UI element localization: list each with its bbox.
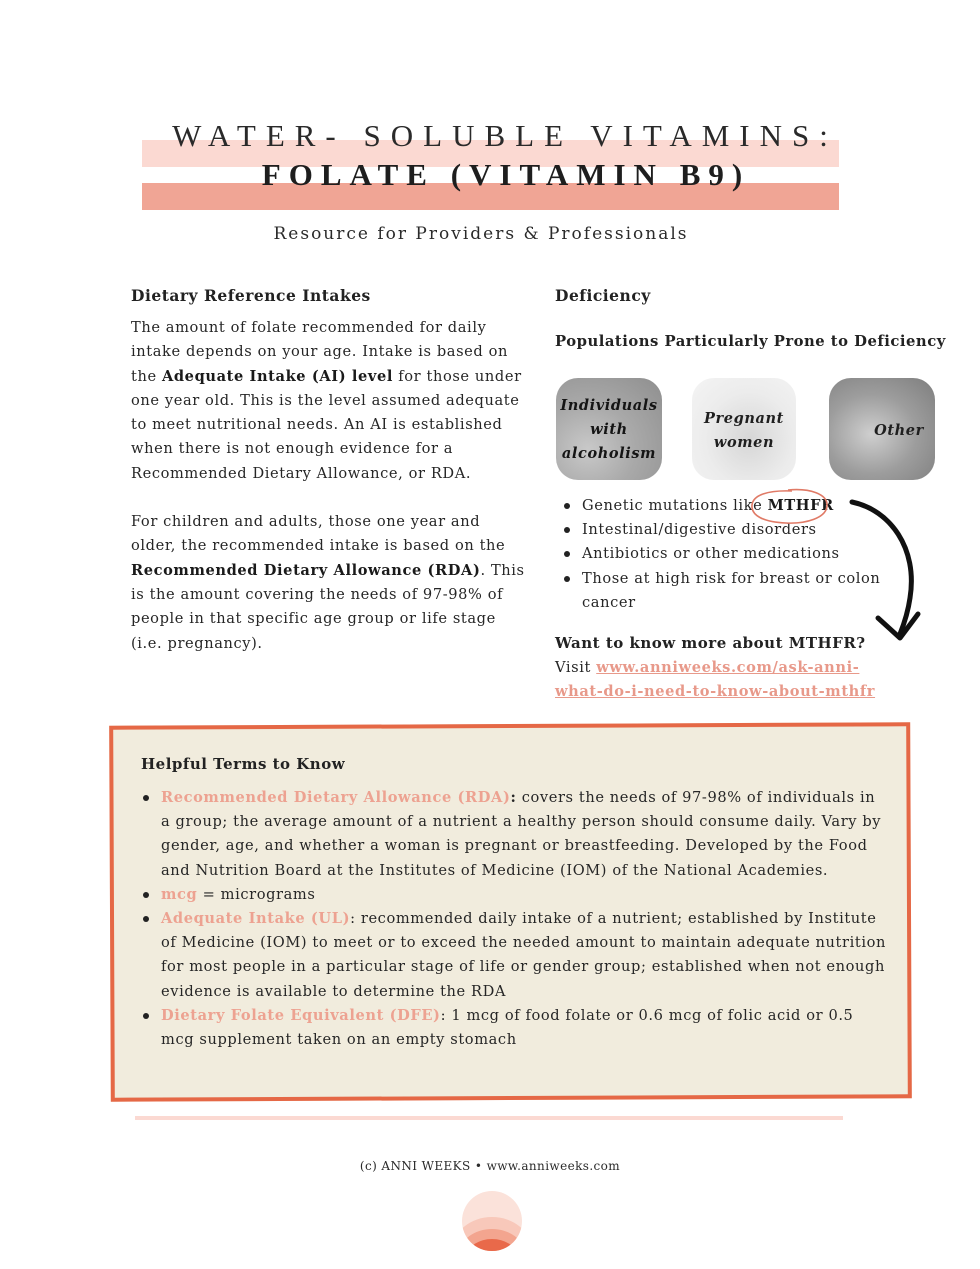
deficiency-heading: Deficiency: [555, 286, 651, 305]
mthfr-more-heading: Want to know more about MTHFR?: [555, 634, 866, 652]
card-alcoholism-label: Individuals with alcoholism: [560, 397, 658, 462]
card-other-label: Other: [874, 422, 924, 439]
list-item: Those at high risk for breast or colon cancer: [555, 567, 885, 615]
page-subtitle: Resource for Providers & Professionals: [273, 224, 689, 244]
term-item-ai: Adequate Intake (UL): recommended daily intake of a nutrient; established by Institute of Medicine (IOM) to meet or to exceed the needed amount to maintain adequate nutrition for most people in a particular stage of life or gender group; established when not enough evidence is available to determine the RDA: [134, 907, 889, 1004]
term-item-rda: Recommended Dietary Allowance (RDA): covers the needs of 97-98% of individuals in a group; the average amount of a nutrient a healthy person should consume daily. Vary by gender, age, and whether a woman is pregnant or breastfeeding. Developed by the Food and Nutrition Board at the Institutes of Medicine (IOM) of the National Academies.: [134, 786, 889, 883]
list-item: Antibiotics or other medications: [555, 542, 885, 566]
arrow-icon: [840, 488, 930, 648]
mthfr-circle-annotation: [748, 486, 830, 526]
list-item: Genetic mutations like MTHFR: [555, 494, 885, 518]
footer-divider: [135, 1116, 843, 1120]
logo-icon: [462, 1191, 522, 1251]
terms-list: [134, 786, 889, 1052]
deficiency-list: [555, 494, 885, 615]
term-mcg: mcg: [161, 885, 198, 903]
terms-heading: Helpful Terms to Know: [141, 755, 346, 773]
mthfr-term: MTHFR: [767, 497, 834, 514]
card-alcoholism: [556, 378, 662, 480]
term-item-mcg: mcg = micrograms: [134, 883, 889, 907]
dri-text: [131, 316, 526, 656]
term-ai: Adequate Intake (UL): [161, 910, 351, 928]
term-item-dfe: Dietary Folate Equivalent (DFE): 1 mcg of food folate or 0.6 mcg of folic acid or 0.5 mcg supplement taken on an empty stomach: [134, 1004, 889, 1052]
adequate-intake-term: Adequate Intake (AI) level: [161, 367, 394, 385]
mthfr-link-block: Visit www.anniweeks.com/ask-anni- what-do-i-need-to-know-about-mthfr: [555, 659, 876, 701]
footer-text: (c) ANNI WEEKS • www.anniweeks.com: [359, 1159, 621, 1173]
rda-term: Recommended Dietary Allowance (RDA): [131, 561, 481, 579]
dri-paragraph-1: The amount of folate recommended for daily intake depends on your age. Intake is based on the Adequate Intake (AI) level for those under one year old. This is the level assumed adequate to meet nutritional needs. An AI is established when there is not enough evidence for a Recommended Dietary Allowance, or RDA.: [131, 319, 522, 482]
page-title-line1: WATER- SOLUBLE VITAMINS:: [172, 118, 838, 153]
dri-paragraph-2: For children and adults, those one year and older, the recommended intake is based on the Recommended Dietary Allowance (RDA). This is the amount covering the needs of 97-98% of people in that specific age group or life stage (i.e. pregnancy).: [131, 513, 525, 652]
card-pregnant-women-label: Pregnant women: [704, 410, 784, 451]
list-item: Intestinal/digestive disorders: [555, 518, 885, 542]
term-rda: Recommended Dietary Allowance (RDA): [161, 789, 511, 806]
page-title-line2: FOLATE (VITAMIN B9): [261, 157, 751, 192]
term-dfe: Dietary Folate Equivalent (DFE): [161, 1006, 441, 1024]
deficiency-subheading: Populations Particularly Prone to Deficiency: [555, 333, 946, 350]
mthfr-link[interactable]: www.anniweeks.com/ask-anni- what-do-i-need-to-know-about-mthfr: [555, 659, 876, 701]
card-other: [829, 378, 935, 480]
dri-heading: Dietary Reference Intakes: [131, 286, 371, 305]
card-pregnant-women: [692, 378, 796, 480]
